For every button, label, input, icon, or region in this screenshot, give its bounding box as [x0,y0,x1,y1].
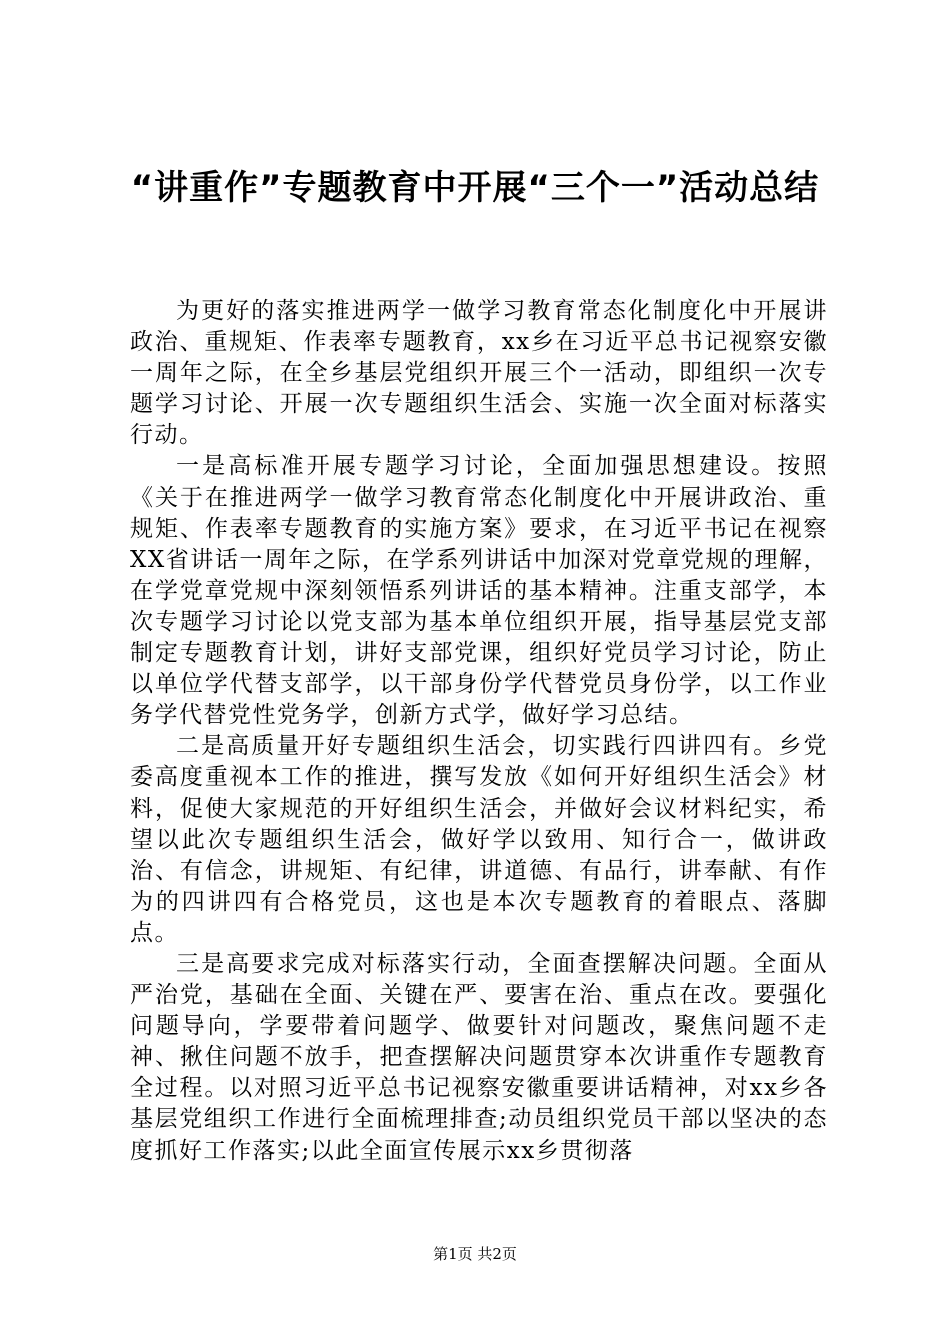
page-number-footer: 第1页 共2页 [433,1245,517,1263]
paragraph-two: 二是高质量开好专题组织生活会，切实践行四讲四有。乡党委高度重视本工作的推进，撰写发放《如何开好组织生活会》材料，促使大家规范的开好组织生活会，并做好会议材料纪实，希望以此次专题组织生活会，做好学以致用、知行合一，做讲政治、有信念，讲规矩、有纪律，讲道德、有品行，讲奉献、有作为的四讲四有合格党员，这也是本次专题教育的着眼点、落脚点。 [130,733,828,946]
paragraph-one: 一是高标准开展专题学习讨论，全面加强思想建设。按照《关于在推进两学一做学习教育常态化制度化中开展讲政治、重规矩、作表率专题教育的实施方案》要求，在习近平书记在视察XX省讲话一周年之际，在学系列讲话中加深对党章党规的理解，在学党章党规中深刻领悟系列讲话的基本精神。注重支部学，本次专题学习讨论以党支部为基本单位组织开展，指导基层党支部制定专题教育计划，讲好支部党课，组织好党员学习讨论，防止以单位学代替支部学，以干部身份学代替党员身份学，以工作业务学代替党性党务学，创新方式学，做好学习总结。 [130,453,828,729]
paragraph-intro: 为更好的落实推进两学一做学习教育常态化制度化中开展讲政治、重规矩、作表率专题教育，xx乡在习近平总书记视察安徽一周年之际，在全乡基层党组织开展三个一活动，即组织一次专题学习讨论、开展一次专题组织生活会、实施一次全面对标落实行动。 [130,298,828,449]
document-title: “讲重作”专题教育中开展“三个一”活动总结 [130,168,820,208]
paragraph-three: 三是高要求完成对标落实行动，全面查摆解决问题。全面从严治党，基础在全面、关键在严、要害在治、重点在改。要强化问题导向，学要带着问题学、做要针对问题改，聚焦问题不走神、揪住问题不放手，把查摆解决问题贯穿本次讲重作专题教育全过程。以对照习近平总书记视察安徽重要讲话精神，对xx乡各基层党组织工作进行全面梳理排查;动员组织党员干部以坚决的态度抓好工作落实;以此全面宣传展示xx乡贯彻落 [130,950,828,1164]
document-body [130,296,828,1167]
